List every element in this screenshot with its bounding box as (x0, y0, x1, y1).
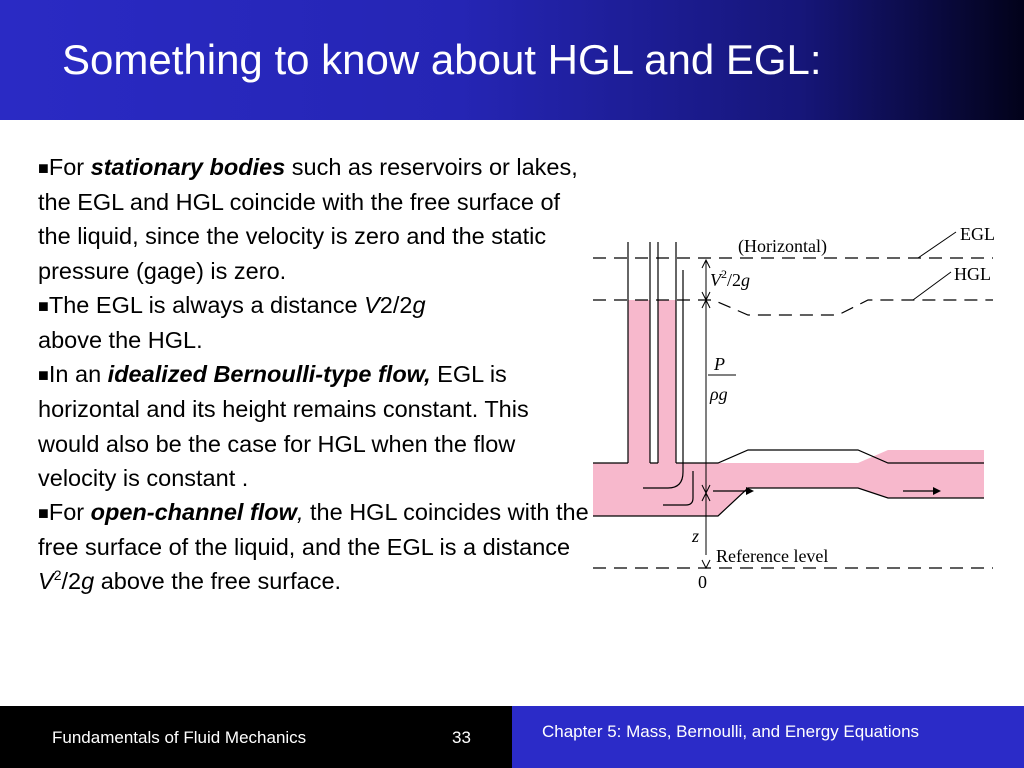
rho-g-label: ρg (710, 384, 728, 404)
bullet-egl-distance (38, 288, 590, 357)
horizontal-label: (Horizontal) (738, 236, 827, 256)
egl-label: EGL (960, 224, 995, 244)
bullet-text: above the HGL. (38, 327, 203, 354)
math-v: V (38, 568, 54, 595)
footer-course: Fundamentals of Fluid Mechanics (52, 728, 307, 747)
zero-label: 0 (698, 572, 707, 592)
piezometer-fluid (658, 300, 676, 463)
bullet-text: the HGL coincides with the free surface of the liquid, and the EGL is a distance (38, 499, 589, 561)
square-bullet-icon: ■ (38, 295, 49, 316)
bullet-text: For (48, 154, 91, 180)
bullet-stationary-bodies (38, 150, 590, 288)
slide-title: Something to know about HGL and EGL: (62, 36, 822, 83)
footer-chapter-box (512, 706, 1024, 768)
bullet-list (38, 150, 590, 599)
pressure-label: P (714, 354, 725, 374)
bullet-bernoulli-flow (38, 357, 590, 495)
bullet-emphasis: stationary bodies (90, 154, 286, 180)
square-bullet-icon: ■ (38, 365, 49, 386)
bullet-text: For (48, 499, 91, 526)
bullet-text: such as reservoirs or lakes, the EGL and HGL coincide with the free surface of the liquid, since the velocity is zero and the static pressure (gage) is zero. (38, 154, 578, 284)
bullet-emphasis: open-channel flow (90, 499, 297, 526)
page-number: 33 (452, 728, 471, 747)
bullet-text: The EGL is always a distance (48, 291, 365, 318)
math-text: /2 (61, 568, 82, 595)
egl-leader (918, 232, 956, 258)
bullet-emphasis-comma: , (296, 499, 304, 526)
reference-label: Reference level (716, 546, 829, 566)
math-v: V (364, 291, 380, 318)
square-bullet-icon: ■ (38, 158, 49, 178)
hgl-label: HGL (954, 264, 991, 284)
footer-chapter: Chapter 5: Mass, Bernoulli, and Energy Equations (542, 722, 920, 741)
bullet-text: above the free surface. (94, 568, 342, 595)
math-g: g (412, 291, 426, 318)
math-text: 2/2 (379, 291, 413, 318)
hgl-leader (913, 272, 951, 300)
bullet-text: In an (48, 361, 108, 388)
math-g: g (81, 568, 95, 595)
bullet-emphasis-comma: , (424, 361, 431, 388)
fluid-region (593, 300, 984, 516)
bullet-emphasis: idealized Bernoulli-type flow (107, 361, 425, 388)
bullet-text: EGL is horizontal and its height remains constant. This would also be the case for HGL when the flow velocity is constant . (38, 361, 529, 491)
hgl-line (593, 300, 993, 315)
velocity-head-label: $V^2/2g$ (710, 267, 751, 290)
title-bar (0, 0, 1024, 120)
z-label: z (692, 526, 700, 546)
bullet-open-channel (38, 495, 590, 599)
dimension-line (702, 260, 710, 568)
footer (0, 706, 1024, 768)
square-bullet-icon: ■ (38, 503, 49, 524)
math-exponent: 2 (53, 567, 62, 584)
hgl-egl-diagram (588, 210, 1008, 600)
